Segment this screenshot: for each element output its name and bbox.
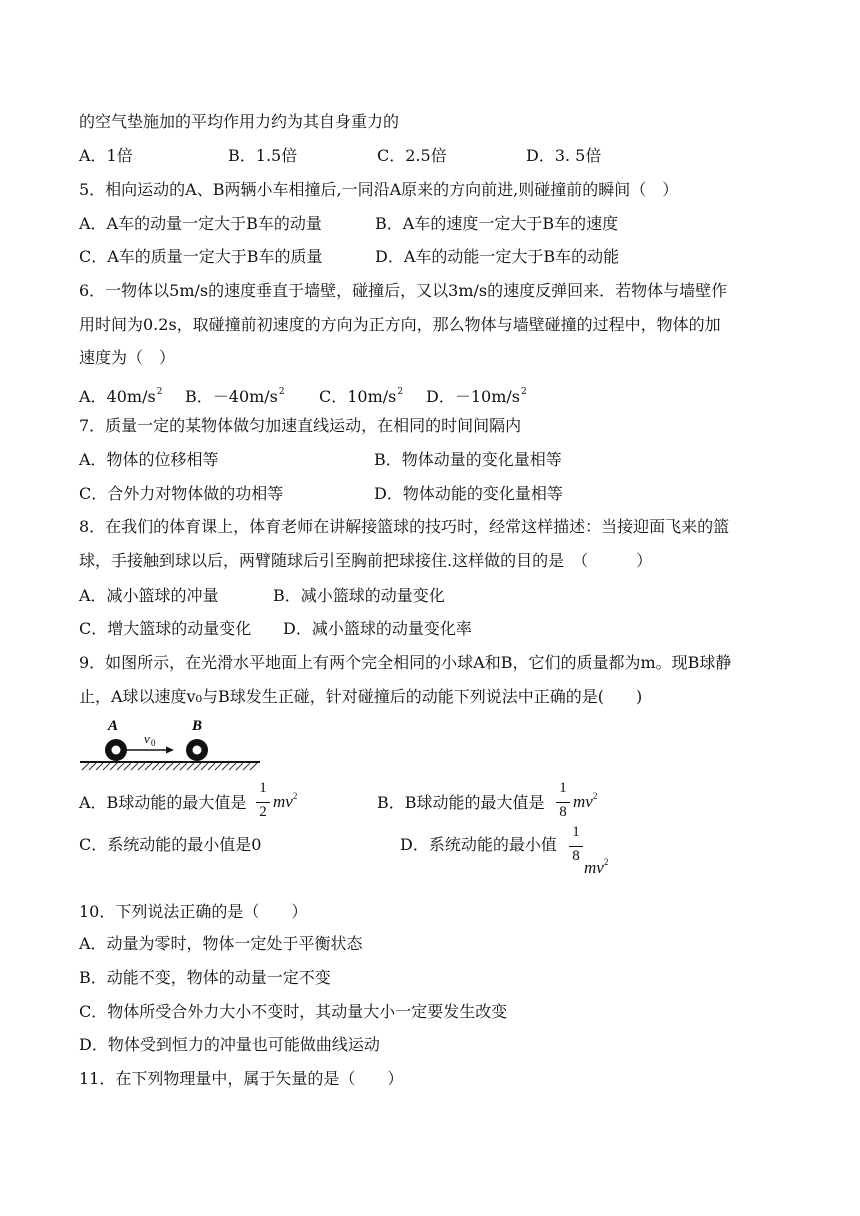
- q8-option-d: D．减小篮球的动量变化率: [283, 619, 472, 638]
- q6-option-d: D．$-10m/s^2$: [426, 387, 527, 406]
- q9-line-2: 止，A球以速度v₀与B球发生正碰，针对碰撞后的动能下列说法中正确的是( ): [79, 687, 643, 706]
- q8-option-c: C．增大篮球的动量变化: [79, 619, 252, 638]
- q5-option-a: A．A车的动量一定大于B车的动量: [79, 214, 322, 233]
- ground-surface: [80, 762, 260, 771]
- fraction-bar: [569, 846, 583, 847]
- intro-line: 的空气垫施加的平均作用力约为其自身重力的: [79, 112, 400, 131]
- fraction-bar: [256, 802, 270, 803]
- q8-option-b: B．减小篮球的动量变化: [273, 586, 445, 605]
- q10-option-b: B．动能不变，物体的动量一定不变: [79, 968, 331, 987]
- q10-stem: 10．下列说法正确的是（ ）: [79, 902, 308, 921]
- q6-line-3: 速度为（ ）: [79, 348, 176, 367]
- q5-option-d: D．A车的动能一定大于B车的动能: [375, 247, 620, 266]
- label-ball-b: B: [192, 718, 203, 734]
- q9-option-a: A．B球动能的最大值是: [79, 793, 247, 812]
- fraction-denominator: 8: [559, 804, 567, 820]
- q6-option-c: C．$10m/s^2$: [319, 387, 404, 406]
- q4-option-b: B．1.5倍: [228, 146, 298, 165]
- fraction-numerator: 1: [259, 780, 267, 796]
- ball-b: [186, 739, 208, 761]
- q6-option-b: B．$-40m/s^2$: [185, 387, 285, 406]
- label-ball-a: A: [108, 718, 119, 734]
- q7-option-c: C．合外力对物体做的功相等: [79, 484, 284, 503]
- q10-option-a: A．动量为零时，物体一定处于平衡状态: [79, 934, 363, 953]
- q6-line-2: 用时间为0.2s，取碰撞前初速度的方向为正方向，那么物体与墙壁碰撞的过程中，物体的加: [79, 315, 721, 334]
- q10-option-d: D．物体受到恒力的冲量也可能做曲线运动: [79, 1035, 380, 1054]
- formula-mv: $mv^2$: [273, 791, 298, 811]
- label-velocity-sub: 0: [151, 738, 156, 748]
- q8-line-1: 8．在我们的体育课上，体育老师在讲解接篮球的技巧时，经常这样描述：当接迎面飞来的篮: [79, 517, 730, 536]
- q7-stem: 7．质量一定的某物体做匀加速直线运动，在相同的时间间隔内: [79, 416, 522, 435]
- q6-option-a: A．$40m/s^2$: [79, 387, 163, 406]
- label-velocity: v: [144, 731, 150, 746]
- q6-line-1: 6．一物体以5m/s的速度垂直于墙壁，碰撞后，又以3m/s的速度反弹回来．若物体与墙壁作: [79, 281, 728, 300]
- q5-option-c: C．A车的质量一定大于B车的质量: [79, 247, 323, 266]
- q5-option-b: B．A车的速度一定大于B车的速度: [375, 214, 619, 233]
- q9-option-b: B．B球动能的最大值是: [377, 793, 545, 812]
- q8-line-2: 球，手接触到球以后，两臂随球后引至胸前把球接住.这样做的目的是 （ ）: [79, 551, 653, 570]
- fraction-bar: [556, 802, 570, 803]
- q7-option-b: B．物体动量的变化量相等: [374, 450, 562, 469]
- q9-line-1: 9．如图所示，在光滑水平地面上有两个完全相同的小球A和B，它们的质量都为m。现B球静: [79, 653, 732, 672]
- q11-stem: 11．在下列物理量中，属于矢量的是（ ）: [79, 1069, 404, 1088]
- fraction-numerator: 1: [559, 780, 567, 796]
- formula-mv: $mv^2$: [573, 791, 598, 811]
- q9-option-d: D．系统动能的最小值: [400, 835, 557, 854]
- formula-mv: $mv^2$: [584, 857, 609, 877]
- q7-option-d: D．物体动能的变化量相等: [374, 484, 563, 503]
- ball-a: [105, 739, 127, 761]
- fraction-numerator: 1: [572, 824, 580, 840]
- q5-stem: 5．相向运动的A、B两辆小车相撞后,一同沿A原来的方向前进,则碰撞前的瞬间（ ）: [79, 180, 679, 199]
- q4-option-d: D．3. 5倍: [526, 146, 602, 165]
- q4-option-c: C．2.5倍: [377, 146, 447, 165]
- q4-option-a: A．1倍: [79, 146, 133, 165]
- fraction-denominator: 2: [259, 804, 267, 820]
- fraction-denominator: 8: [572, 848, 580, 864]
- collision-figure: [80, 712, 262, 774]
- q10-option-c: C．物体所受合外力大小不变时，其动量大小一定要发生改变: [79, 1002, 508, 1021]
- q7-option-a: A．物体的位移相等: [79, 450, 219, 469]
- q8-option-a: A．减小篮球的冲量: [79, 586, 219, 605]
- q9-option-c: C．系统动能的最小值是0: [79, 835, 262, 854]
